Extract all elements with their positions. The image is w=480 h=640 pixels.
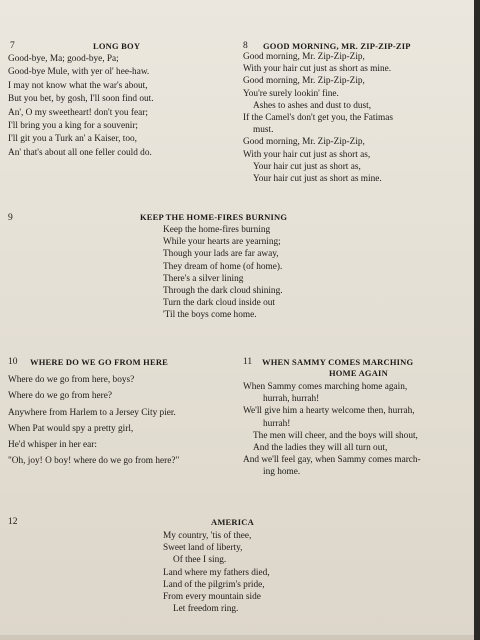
lyric-line: Sweet land of liberty, [163, 543, 243, 554]
page-right-edge [474, 0, 480, 640]
lyric-line: We'll give him a hearty welcome then, hurrah, [243, 406, 415, 417]
lyric-line: Let freedom ring. [173, 604, 239, 615]
lyric-line: 'Til the boys come home. [163, 310, 257, 321]
lyric-line: Good morning, Mr. Zip-Zip-Zip, [243, 52, 365, 62]
song-lyrics [163, 530, 270, 615]
song-lyrics [243, 51, 393, 185]
lyric-line: And we'll feel gay, when Sammy comes march- [243, 455, 421, 466]
song-lyrics [8, 53, 154, 160]
lyric-line: Your hair cut just as short as, [253, 161, 361, 172]
lyric-line: When Sammy comes marching home again, [243, 382, 408, 392]
lyric-line: Though your lads are far away, [163, 249, 279, 260]
song-title: AMERICA [211, 517, 254, 527]
lyric-line: Turn the dark cloud inside out [163, 298, 275, 309]
lyric-line: I'll bring you a king for a souvenir; [8, 120, 138, 131]
lyric-line: Your hair cut just as short as mine. [253, 173, 382, 184]
lyric-line: And the ladies they will all turn out, [253, 442, 388, 453]
song-number: 11 [243, 357, 253, 367]
lyric-line: With your hair cut just as short as, [243, 149, 371, 160]
page-bottom-edge [0, 635, 480, 640]
lyric-line: From every mountain side [163, 591, 261, 602]
song-number: 9 [8, 213, 13, 223]
song-title: LONG BOY [93, 41, 141, 51]
lyric-line: must. [253, 125, 274, 136]
song-title-line-2: HOME AGAIN [329, 368, 388, 378]
lyric-line: Anywhere from Harlem to a Jersey City pier. [8, 407, 176, 418]
lyric-line: I may not know what the war's about, [8, 80, 148, 91]
song-title: GOOD MORNING, MR. ZIP-ZIP-ZIP [263, 41, 411, 51]
song-lyrics [163, 224, 283, 322]
lyric-line: Where do we go from here? [8, 391, 113, 402]
lyric-line: An', O my sweetheart! don't you fear; [8, 107, 148, 118]
lyric-line: But you bet, by gosh, I'll soon find out. [8, 94, 154, 105]
lyric-line: Where do we go from here, boys? [8, 375, 135, 385]
lyric-line: With your hair cut just as short as mine. [243, 64, 392, 75]
lyric-line: ing home. [263, 467, 301, 478]
lyric-line: They dream of home (of home). [163, 261, 283, 272]
lyric-line: Good-bye, Ma; good-bye, Pa; [8, 54, 119, 64]
lyric-line: Good-bye Mule, with yer ol' hee-haw. [8, 67, 150, 78]
lyric-line: hurrah, hurrah! [263, 394, 320, 405]
song-number: 12 [8, 517, 18, 527]
lyric-line: Good morning, Mr. Zip-Zip-Zip, [243, 76, 365, 87]
lyric-line: Of thee I sing. [173, 555, 227, 566]
song-lyrics [8, 372, 179, 470]
song-lyrics [243, 381, 421, 479]
song-title-line-1: WHEN SAMMY COMES MARCHING [262, 357, 414, 367]
lyric-line: An' that's about all one feller could do. [8, 147, 152, 158]
lyric-line: Land where my fathers died, [163, 567, 270, 578]
lyric-line: "Oh, joy! O boy! where do we go from here?" [8, 456, 180, 467]
lyric-line: There's a silver lining [163, 273, 244, 284]
lyric-line: He'd whisper in her ear: [8, 440, 97, 451]
lyric-line: My country, 'tis of thee, [163, 531, 252, 541]
song-number: 8 [243, 41, 248, 51]
song-number: 7 [10, 41, 15, 51]
lyric-line: Keep the home-fires burning [163, 225, 271, 235]
song-title: KEEP THE HOME-FIRES BURNING [140, 212, 288, 222]
song-number: 10 [8, 357, 18, 367]
lyric-line: When Pat would spy a pretty girl, [8, 423, 134, 434]
lyric-line: hurrah! [263, 418, 291, 429]
lyric-line: The men will cheer, and the boys will shout, [253, 430, 418, 441]
lyric-line: While your hearts are yearning; [163, 237, 281, 248]
lyric-line: Land of the pilgrim's pride, [163, 579, 265, 590]
lyric-line: Ashes to ashes and dust to dust, [253, 100, 372, 111]
lyric-line: You're surely lookin' fine. [243, 88, 339, 99]
song-title: WHERE DO WE GO FROM HERE [30, 357, 169, 367]
lyric-line: If the Camel's don't get you, the Fatimas [243, 112, 394, 123]
lyric-line: I'll git you a Turk an' a Kaiser, too, [8, 134, 137, 145]
lyric-line: Good morning, Mr. Zip-Zip-Zip, [243, 137, 365, 148]
lyric-line: Through the dark cloud shining. [163, 285, 283, 296]
